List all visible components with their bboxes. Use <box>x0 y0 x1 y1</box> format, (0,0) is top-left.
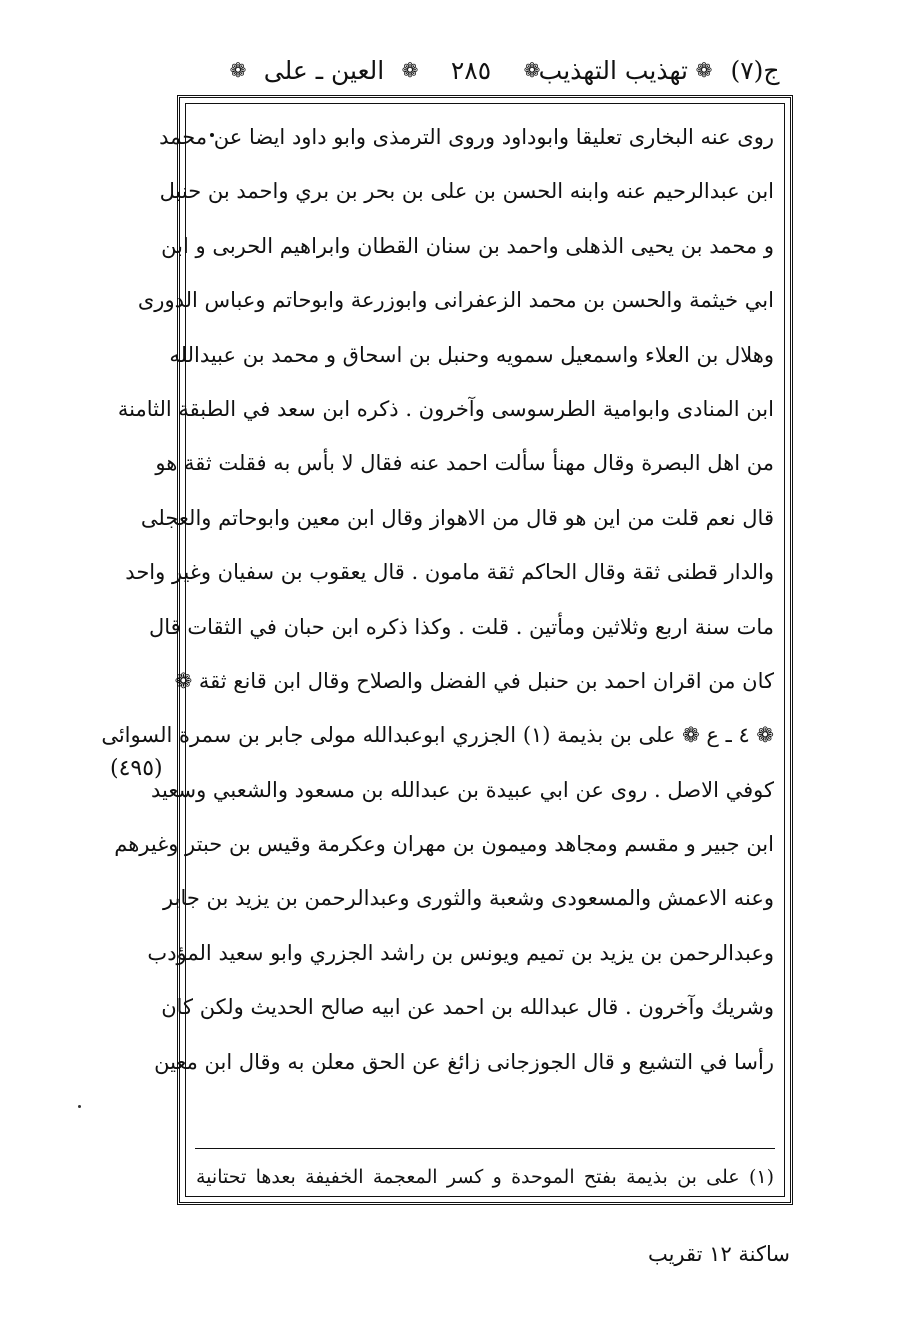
page-header <box>160 48 790 92</box>
text-line: كان من اقران احمد بن حنبل في الفضل والصلاح وقال ابن قانع ثقة ❁ <box>174 668 774 693</box>
book-title: تهذيب التهذيب <box>538 55 688 85</box>
text-line: ابي خيثمة والحسن بن محمد الزعفرانى وابوزرعة وابوحاتم وعباس الدورى <box>137 288 774 313</box>
text-line: وعنه الاعمش والمسعودى وشعبة والثورى وعبدالرحمن بن يزيد بن جابر <box>163 886 774 911</box>
volume-label: ج(٧) <box>730 55 780 85</box>
text-line: ابن المنادى وابوامية الطرسوسى وآخرون . ذكره ابن سعد في الطبقة الثامنة <box>117 396 774 421</box>
footnote-text: (١) على بن بذيمة بفتح الموحدة و كسر المعجمة الخفيفة بعدها تحتانية <box>196 1166 774 1188</box>
footnote-continuation: ساكنة ١٢ تقريب <box>647 1242 790 1266</box>
ink-dot <box>78 1105 81 1108</box>
margin-entry-number: (٤٩٥) <box>110 756 163 781</box>
text-line: قال نعم قلت من اين هو قال من الاهواز وقال ابن معين وابوحاتم والعجلى <box>140 505 774 530</box>
text-line: كوفي الاصل . روى عن ابي عبيدة بن عبدالله بن مسعود والشعبي وسعيد <box>151 777 774 802</box>
text-line: روى عنه البخارى تعليقا وابوداود وروى الترمذى وابو داود ايضا عن محمد <box>159 125 774 149</box>
ornament-icon: ❁ <box>695 58 713 82</box>
footnote-divider <box>195 1148 775 1149</box>
text-line: من اهل البصرة وقال مهنأ سألت احمد عنه فقال لا بأس به فقلت ثقة هو <box>155 451 774 476</box>
ornament-icon: ❁ <box>401 58 419 82</box>
text-line: و محمد بن يحيى الذهلى واحمد بن سنان القطان وابراهيم الحربى و ابن <box>161 233 774 258</box>
text-line: ابن جبير و مقسم ومجاهد وميمون بن مهران وعكرمة وقيس بن حبتر وغيرهم <box>114 832 774 857</box>
ornament-icon: ❁ <box>523 58 541 82</box>
text-line: وشريك وآخرون . قال عبدالله بن احمد عن ابيه صالح الحديث ولكن كان <box>161 995 774 1020</box>
section-heading: العين ـ على <box>263 55 385 85</box>
text-line: والدار قطنى ثقة وقال الحاكم ثقة مامون . قال يعقوب بن سفيان وغير واحد <box>125 560 774 585</box>
text-line: رأسا في التشيع و قال الجوزجانى زائغ عن الحق معلن به وقال ابن معين <box>154 1049 774 1074</box>
page-number: ٢٨٥ <box>450 55 492 85</box>
text-line: ابن عبدالرحيم عنه وابنه الحسن بن على بن بحر بن بري واحمد بن حنبل <box>159 179 774 204</box>
text-line: مات سنة اربع وثلاثين ومأتين . قلت . وكذا ذكره ابن حبان في الثقات قال <box>149 614 774 639</box>
entry-heading-line: ❁ ٤ ـ ع ❁ على بن بذيمة (١) الجزري ابوعبدالله مولى جابر بن سمرة السوائى <box>101 723 774 748</box>
ornament-icon: ❁ <box>229 58 247 82</box>
text-line: وعبدالرحمن بن يزيد بن تميم ويونس بن راشد الجزري وابو سعيد المؤدب <box>147 940 774 965</box>
text-line: وهلال بن العلاء واسمعيل سمويه وحنبل بن اسحاق و محمد بن عبيدالله <box>169 342 774 367</box>
